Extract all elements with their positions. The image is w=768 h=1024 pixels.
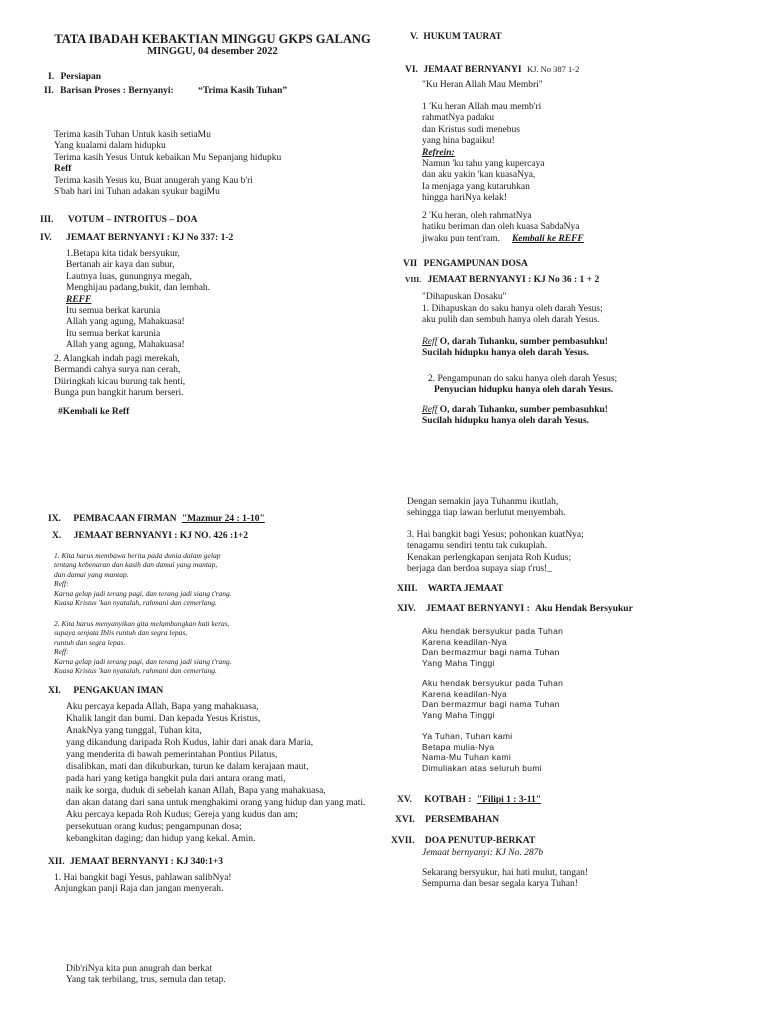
section-number: I. <box>48 72 55 82</box>
section-label: PENGAKUAN IMAN <box>73 686 164 696</box>
section-jemaat-bernyanyi <box>405 64 579 75</box>
lyrics-block: 1.Betapa kita tidak bersyukur, Bertanah air kaya dan subur, Lautnya luas, gunungnya megah, Menghijau padang,bukit, dan lembah. REFF Itu semua berkat karunia Allah yang agung, Mahakuasa! Itu semua berkat karunia Allah yang agung, Mahakuasa! <box>66 249 211 351</box>
reff-label: Reff <box>422 337 438 347</box>
reff-label: Reff: <box>54 579 69 589</box>
reff-label: Reff: <box>54 647 69 657</box>
section-pengampunan-dosa <box>403 259 528 269</box>
song-title: "Dihapuskan Dosaku" <box>422 292 507 302</box>
lyrics-block: Sekarang bersyukur, hai hati mulut, tangan! Sempurna dan besar segala karya Tuhan! <box>422 868 589 890</box>
section-label: JEMAAT BERNYANYI : KJ No 36 : 1 + 2 <box>427 275 600 285</box>
section-warta-jemaat <box>397 584 503 594</box>
lyrics-block: 3. Hai bangkit bagi Yesus; pohonkan kuatNya; tenagamu sendiri tentu tak cukuplah. Kenakan perlengkapan senjata Roh Kudus; berjaga dan berdoa supaya siap t'rus!_ <box>407 530 584 575</box>
section-label: JEMAAT BERNYANYI <box>423 65 522 75</box>
section-jemaat-bernyanyi <box>52 531 248 541</box>
section-number: IX. <box>48 514 61 524</box>
back-to-reff: #Kembali ke Reff <box>58 407 130 417</box>
section-number: XII. <box>48 857 65 867</box>
section-label: KOTBAH : <box>424 795 472 805</box>
section-jemaat-bernyanyi <box>405 275 599 285</box>
lyrics-block: 2. Alangkah indah pagi merekah, Bermandi cahya surya nan cerah, Diiringkah kicau burung tak henti, Bunga pun bangkit harum berseri. <box>54 354 186 399</box>
lyrics-block: 2. Pengampunan do saku hanya oleh darah Yesus; Penyucian hidupku hanya oleh darah Yesus. <box>428 374 618 396</box>
section-label: JEMAAT BERNYANYI : <box>425 604 530 614</box>
hymn-number: KJ. No 387 1-2 <box>526 64 580 74</box>
section-label: VOTUM – INTROITUS – DOA <box>67 215 198 225</box>
lyrics-block: 1. Hai bangkit bagi Yesus, pahlawan salibNya! Anjungkan panji Raja dan jangan menyerah. <box>54 873 232 895</box>
lyrics-block: 2. Kita harus menyanyikan gita melambungkan hati keras, supaya senjata Iblis runtuh dan segra lepas, runtuh dan segra lepas. Reff: Karna gelap jadi terang pagi, dan terang jadi siang t'rang. Kuasa Kristus 'kan nyatalah, rahmani dan cemerlang. <box>54 619 232 675</box>
section-number: XI. <box>48 686 61 696</box>
creed-text: Aku percaya kepada Allah, Bapa yang mahakuasa, Khalik langit dan bumi. Dan kepada Yesus Kristus, AnakNya yang tunggal, Tuhan kita, yang dikandung daripada Roh Kudus, lahir dari anak dara Maria, yang menderita di bawah pemerintahan Pontius Pilatus, disalibkan, mati dan dikuburkan, turun ke dalam kerajaan maut, pada hari yang ketiga bangkit pula dari antara orang mati, naik ke sorga, duduk di sebelah kanan Allah, Bapa yang mahakuasa, dan akan datang dari sana untuk menghakimi orang yang hidup dan yang mati. Aku percaya kepada Roh Kudus; Gereja yang kudus dan am; persekutuan orang kudus; pengampunan dosa; kebangkitan daging; dan hidup yang kekal. Amin. <box>66 702 366 844</box>
section-number: XVI. <box>395 815 415 825</box>
lyrics-block: Dengan semakin jaya Tuhanmu ikutlah, sehingga tiap lawan berlutut menyembah. <box>407 497 566 519</box>
song-title: “Trima Kasih Tuhan” <box>198 86 288 96</box>
section-label: DOA PENUTUP-BERKAT <box>424 836 536 846</box>
section-jemaat-bernyanyi <box>48 857 223 867</box>
section-label: PERSEMBAHAN <box>425 815 500 825</box>
section-barisan-proses <box>44 86 287 96</box>
section-label: PENGAMPUNAN DOSA <box>423 259 528 269</box>
lyrics-block: 2 'Ku heran, oleh rahmatNya hatiku beriman dan oleh kuasa SabdaNya jiwaku pun tent'ram. Kembali ke REFF <box>422 211 584 244</box>
section-jemaat-bernyanyi <box>397 604 633 614</box>
page-title: TATA IBADAH KEBAKTIAN MINGGU GKPS GALANG <box>54 32 371 46</box>
section-number: VI. <box>405 65 418 75</box>
lyrics-block: Terima kasih Tuhan Untuk kasih setiaMu Yang kualami dalam hidupku Terima kasih Yesus Untuk kebaikan Mu Sepanjang hidupku Reff Terima kasih Yesus ku, Buat anugerah yang Kau b'ri S'bab hari ini Tuhan adakan syukur bagiMu <box>54 130 282 197</box>
reff-label: Reff <box>422 405 438 415</box>
section-label: JEMAAT BERNYANYI : KJ 340:1+3 <box>70 857 224 867</box>
section-persiapan <box>48 72 101 82</box>
section-number: III. <box>40 215 54 225</box>
section-votum <box>40 215 198 225</box>
section-label: JEMAAT BERNYANYI : KJ No 337: 1-2 <box>66 233 234 243</box>
section-label: PEMBACAAN FIRMAN <box>73 514 177 524</box>
section-number: VII <box>403 259 418 269</box>
section-number: XIV. <box>397 604 416 614</box>
back-to-reff: Kembali ke REFF <box>511 233 584 244</box>
section-number: XIII. <box>397 584 418 594</box>
reff-label: Reff <box>54 164 72 175</box>
section-label: WARTA JEMAAT <box>427 584 504 594</box>
section-label: Persiapan <box>60 72 102 82</box>
section-jemaat-bernyanyi <box>40 233 233 243</box>
reff-label: REFF <box>66 294 92 305</box>
section-label: HUKUM TAURAT <box>423 32 502 42</box>
hymn-note: Jemaat bernyanyi: KJ No. 287b <box>422 848 544 858</box>
section-pengakuan-iman <box>48 686 163 696</box>
section-kotbah <box>397 795 541 805</box>
lyrics-block: Ya Tuhan, Tuhan kami Betapa mulia-Nya Nama-Mu Tuhan kami Dimuliakan atas seluruh bumi <box>422 731 542 773</box>
section-number: V. <box>410 32 419 42</box>
lyrics-block: Aku hendak bersyukur pada Tuhan Karena keadilan-Nya Dan bermazmur bagi nama Tuhan Yang Maha Tinggi <box>422 678 564 720</box>
lyrics-block: Reff O, darah Tuhanku, sumber pembasuhku! Sucilah hidupku hanya oleh darah Yesus. <box>422 405 608 427</box>
section-pembacaan-firman <box>48 514 265 524</box>
section-number: XV. <box>397 795 412 805</box>
lyrics-block: Aku hendak bersyukur pada Tuhan Karena keadilan-Nya Dan bermazmur bagi nama Tuhan Yang Maha Tinggi <box>422 626 564 668</box>
scripture-ref: "Mazmur 24 : 1-10" <box>181 514 265 524</box>
section-label: Barisan Proses : Bernyanyi: <box>60 86 174 96</box>
song-title: Aku Hendak Bersyukur <box>535 604 633 614</box>
section-hukum-taurat <box>410 32 502 42</box>
section-number: X. <box>52 531 62 541</box>
section-number: XVII. <box>391 836 415 846</box>
section-number: II. <box>44 86 54 96</box>
section-number: VIII. <box>405 275 422 284</box>
scripture-ref: "Filipi 1 : 3-11" <box>476 795 541 805</box>
lyrics-block: 1. Dihapuskan do saku hanya oleh darah Yesus; aku pulih dan sembuh hanya oleh darah Yesus. <box>422 304 603 326</box>
lyrics-block: 1. Kita harus membawa berita pada dunia dalam gelap tentang kebenaran dan kasih dan damai yang mantap, dan damai yang mantap. Reff: Karna gelap jadi terang pagi, dan terang jadi siang t'rang. Kuasa Kristus 'kan nyatalah, rahmani dan cemerlang. <box>54 551 232 607</box>
lyrics-block: 1 'Ku heran Allah mau memb'ri rahmatNya padaku dan Kristus sudi menebus yang hina bagaiku! Refrein: Namun 'ku tahu yang kupercaya dan aku yakin 'kan kuasaNya, Ia menjaga yang kutaruhkan hingga hariNya kelak! <box>422 102 545 204</box>
lyrics-block: Reff O, darah Tuhanku, sumber pembasuhku! Sucilah hidupku hanya oleh darah Yesus. <box>422 337 608 359</box>
refrein-label: Refrein: <box>422 147 455 158</box>
section-persembahan <box>395 815 499 825</box>
section-number: IV. <box>40 233 52 243</box>
song-title: "Ku Heran Allah Mau Membri" <box>422 80 543 90</box>
service-date: MINGGU, 04 desember 2022 <box>147 46 278 57</box>
section-label: JEMAAT BERNYANYI : KJ NO. 426 :1+2 <box>73 531 249 541</box>
section-doa-penutup <box>391 836 535 846</box>
lyrics-block: Dib'riNya kita pun anugrah dan berkat Yang tak terbilang, trus, semula dan tetap. <box>66 964 226 986</box>
